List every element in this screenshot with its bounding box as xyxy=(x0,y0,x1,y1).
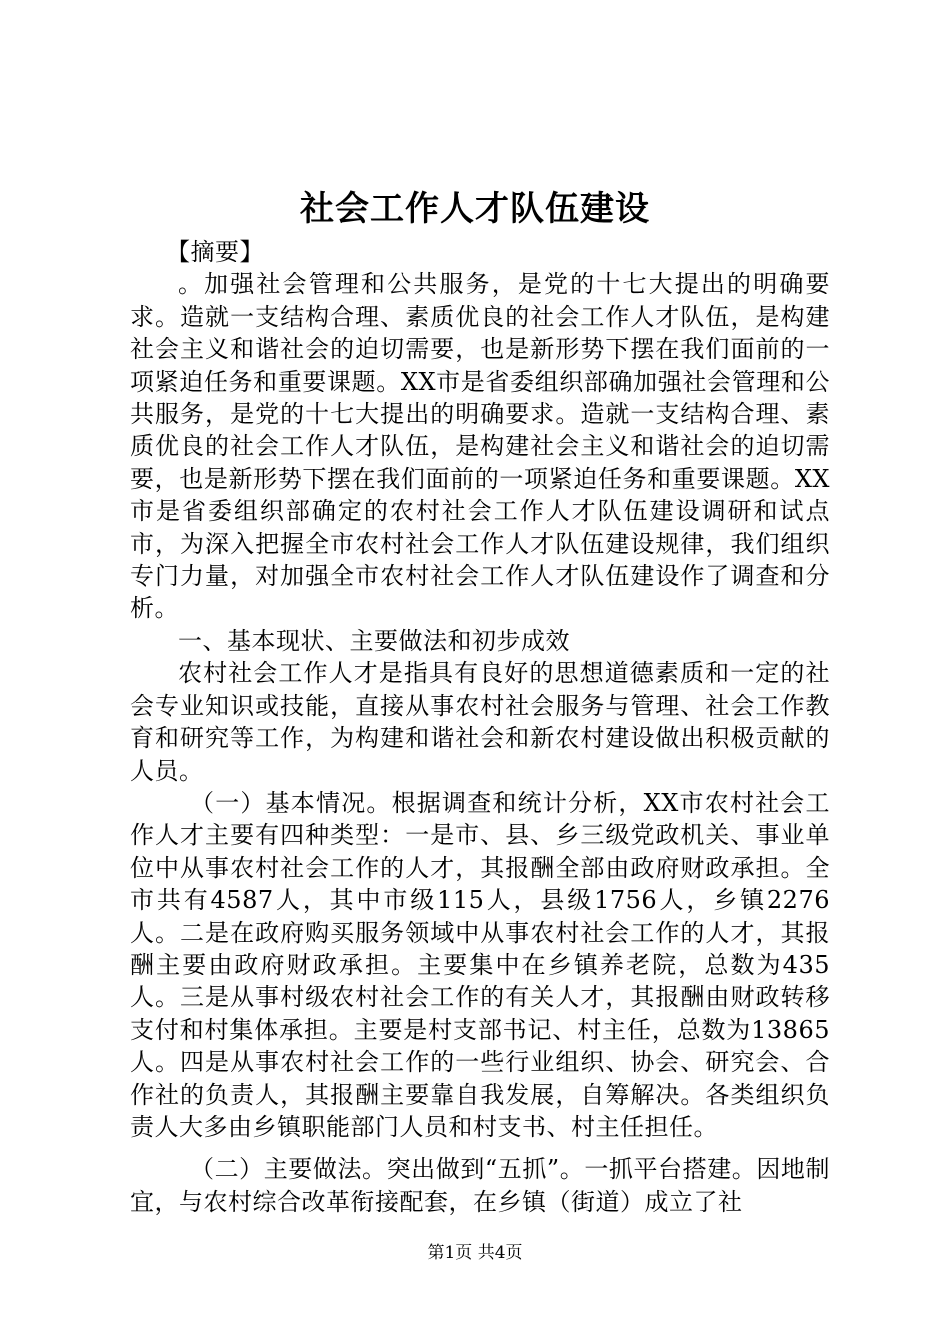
section-heading-1: 一、基本现状、主要做法和初步成效 xyxy=(178,626,570,655)
page-footer: 第1页 共4页 xyxy=(427,1243,523,1263)
paragraph-main-practices: （二）主要做法。突出做到“五抓”。一抓平台搭建。因地制宜，与农村综合改革衔接配套，在乡镇（街道）成立了社 xyxy=(130,1155,830,1216)
document-title: 社会工作人才队伍建设 xyxy=(300,189,650,229)
abstract-label: 【摘要】 xyxy=(166,238,264,266)
paragraph-definition: 农村社会工作人才是指具有良好的思想道德素质和一定的社会专业知识或技能，直接从事农村社会服务与管理、社会工作教育和研究等工作，为构建和谐社会和新农村建设做出积极贡献的人员。 xyxy=(130,659,830,785)
document-body xyxy=(130,236,830,1218)
paragraph-abstract: 。加强社会管理和公共服务，是党的十七大提出的明确要求。造就一支结构合理、素质优良的社会工作人才队伍，是构建社会主义和谐社会的迫切需要，也是新形势下摆在我们面前的一项紧迫任务和重要课题。XX市是省委组织部确加强社会管理和公共服务，是党的十七大提出的明确要求。造就一支结构合理、素质优良的社会工作人才队伍，是构建社会主义和谐社会的迫切需要，也是新形势下摆在我们面前的一项紧迫任务和重要课题。XX市是省委组织部确定的农村社会工作人才队伍建设调研和试点市，为深入把握全市农村社会工作人才队伍建设规律，我们组织专门力量，对加强全市农村社会工作人才队伍建设作了调查和分析。 xyxy=(130,270,830,623)
paragraph-basic-situation: （一）基本情况。根据调查和统计分析，XX市农村社会工作人才主要有四种类型：一是市、县、乡三级党政机关、事业单位中从事农村社会工作的人才，其报酬全部由政府财政承担。全市共有4587人，其中市级115人，县级1756人，乡镇2276人。二是在政府购买服务领域中从事农村社会工作的人才，其报酬主要由政府财政承担。主要集中在乡镇养老院，总数为435人。三是从事村级农村社会工作的有关人才，其报酬由财政转移支付和村集体承担。主要是村支部书记、村主任，总数为13865人。四是从事农村社会工作的一些行业组织、协会、研究会、合作社的负责人，其报酬主要靠自我发展，自筹解决。各类组织负责人大多由乡镇职能部门人员和村支书、村主任担任。 xyxy=(130,788,830,1141)
